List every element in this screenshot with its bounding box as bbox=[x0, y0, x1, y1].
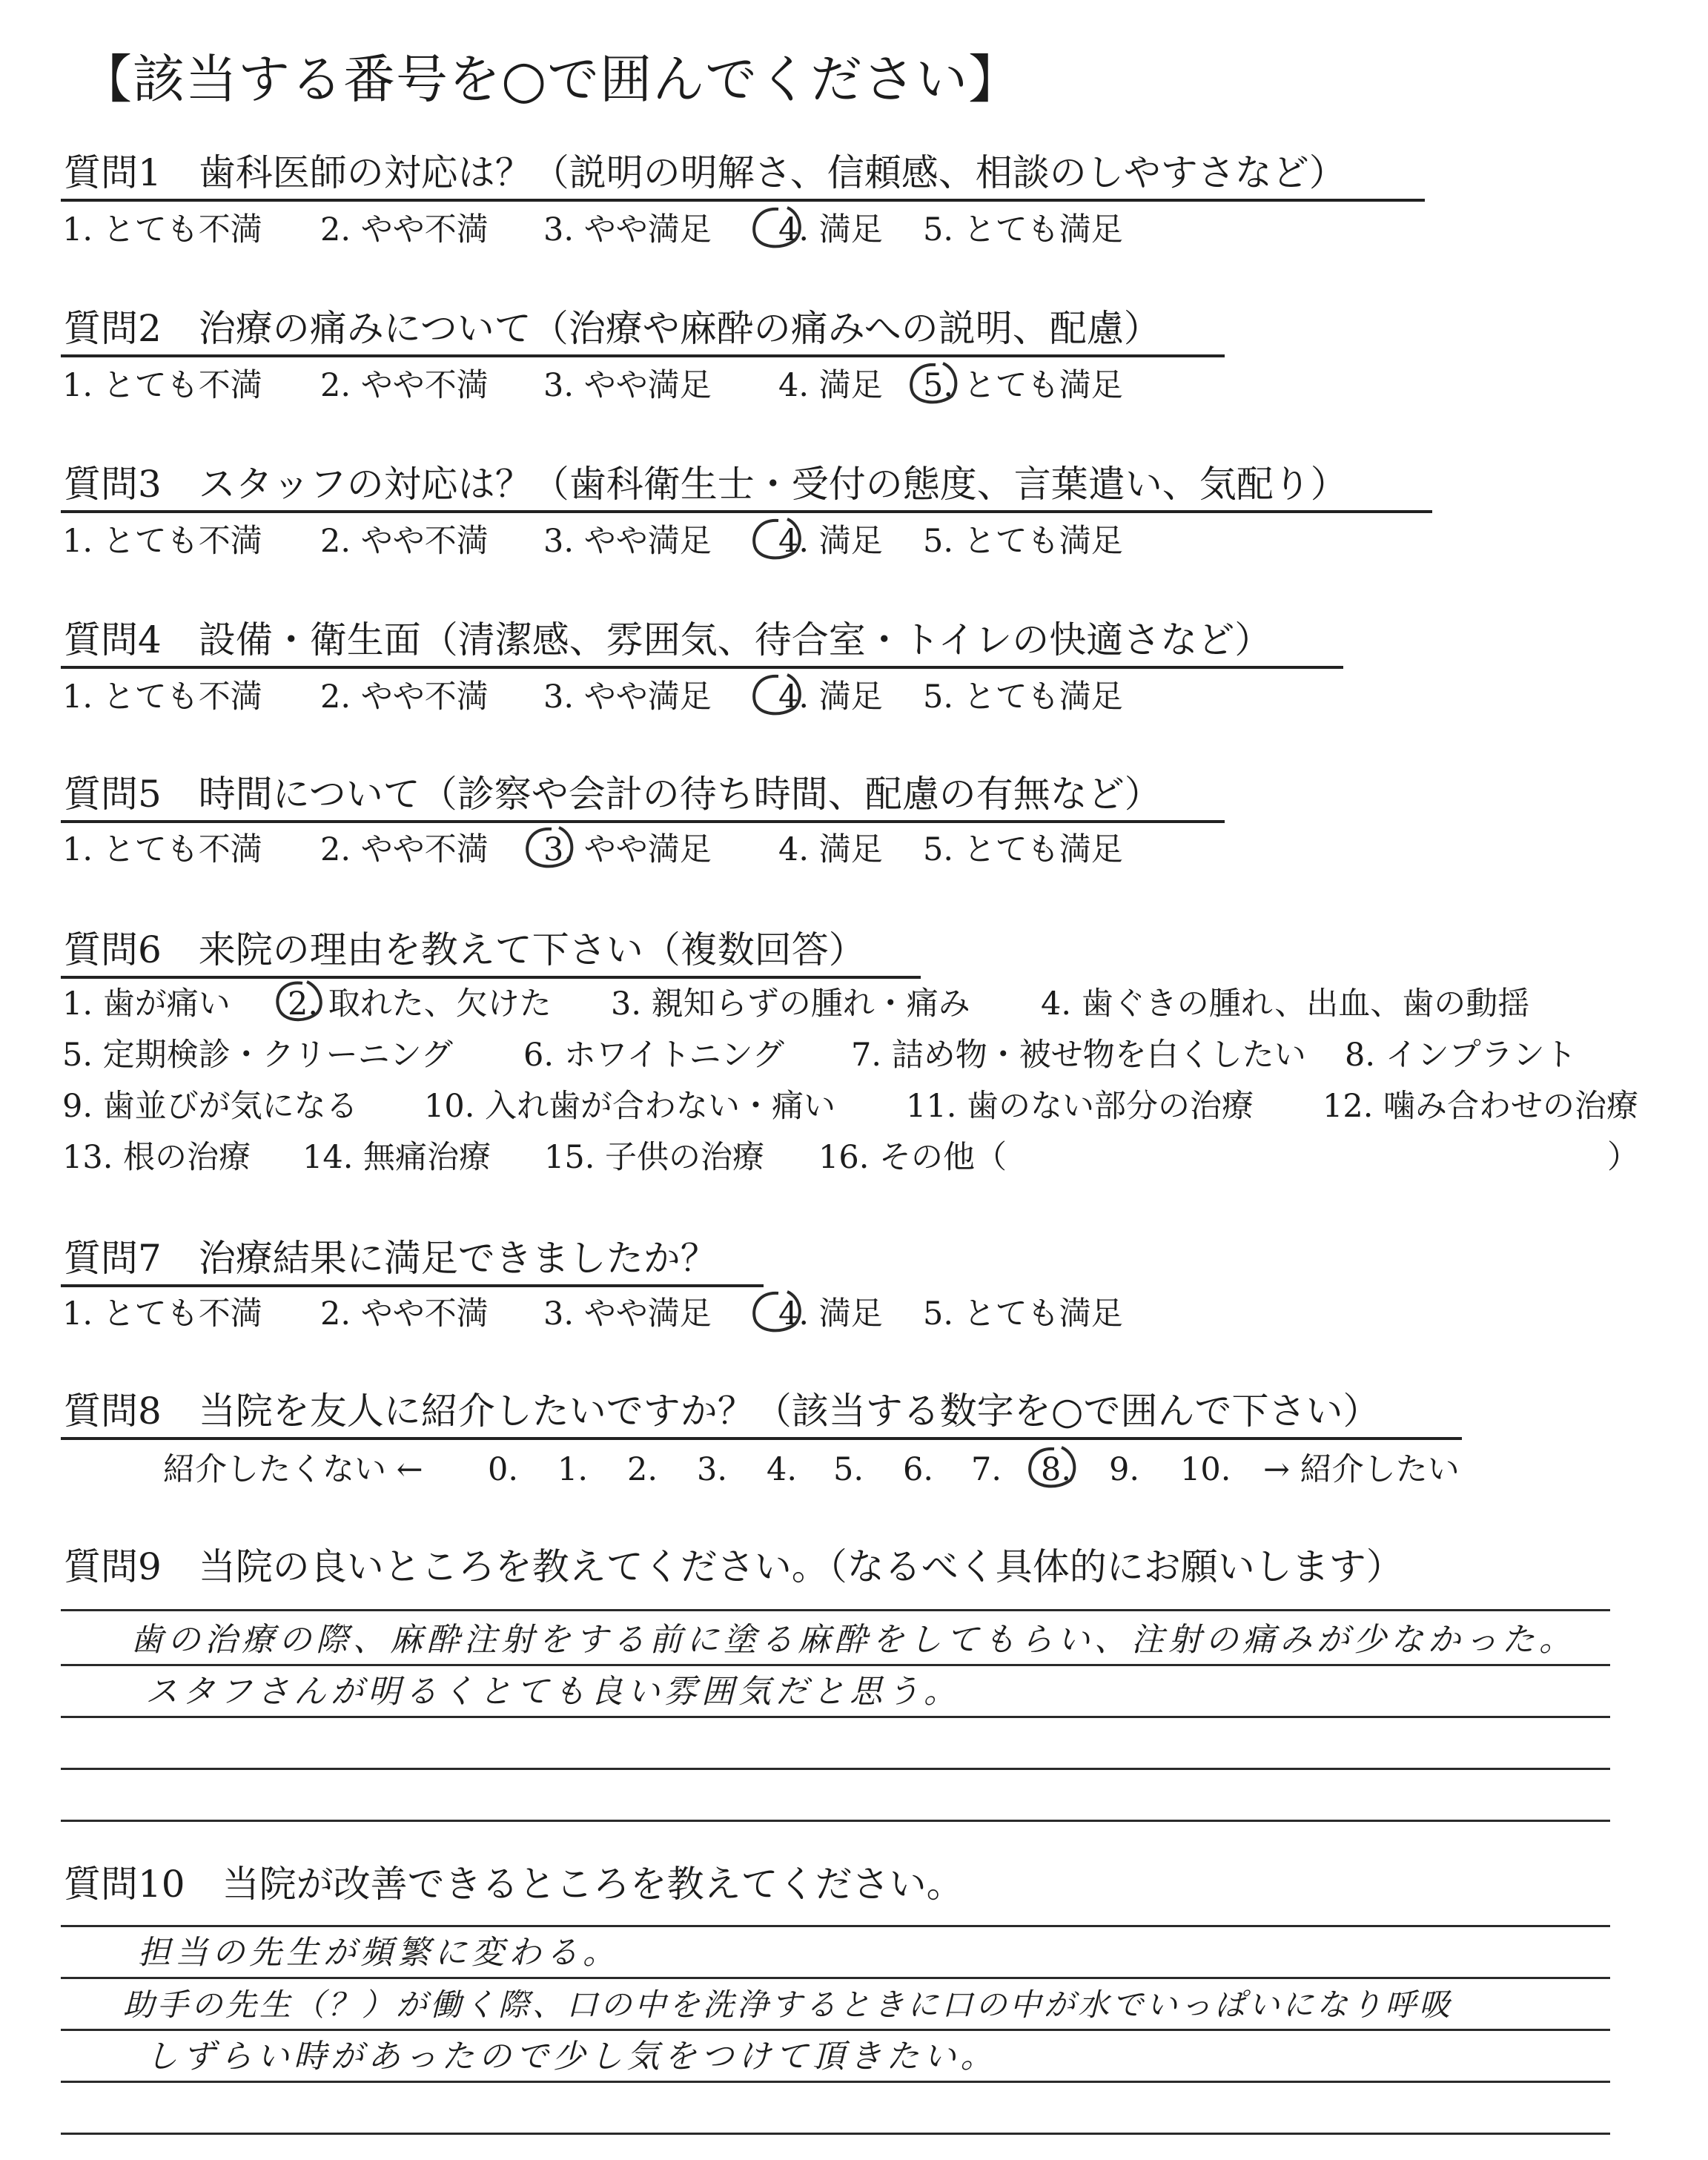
q8-option-5[interactable]: 5. bbox=[833, 1451, 864, 1488]
q8-option-0[interactable]: 0. bbox=[488, 1451, 519, 1488]
q6-option-6[interactable]: 6. ホワイトニング bbox=[523, 1037, 784, 1074]
q10-answer-rule-2 bbox=[61, 1977, 1610, 1979]
q8-option-8[interactable]: 8. bbox=[1041, 1451, 1072, 1488]
q9-answer-rule-5 bbox=[61, 1820, 1610, 1822]
q7-option-5[interactable]: 5. とても満足 bbox=[923, 1295, 1123, 1332]
q4-option-2[interactable]: 2. やや不満 bbox=[320, 678, 489, 716]
question-3-label: 質問3 スタッフの対応は？（歯科衛生士・受付の態度、言葉遣い、気配り） bbox=[64, 463, 1348, 506]
question-5-label: 質問5 時間について（診察や会計の待ち時間、配慮の有無など） bbox=[64, 773, 1162, 816]
q6-option-3[interactable]: 3. 親知らずの腫れ・痛み bbox=[611, 985, 970, 1023]
q6-option-2[interactable]: 2. 取れた、欠けた bbox=[288, 985, 552, 1023]
q1-selection-circle bbox=[749, 206, 805, 252]
q10-answer-line-3[interactable]: しずらい時があったので少し気をつけて頂きたい。 bbox=[145, 2038, 998, 2075]
q10-answer-line-2[interactable]: 助手の先生（？）が働く際、口の中を洗浄するときに口の中が水でいっぱいになり呼吸 bbox=[123, 1986, 1454, 2023]
q10-answer-rule-4 bbox=[61, 2081, 1610, 2083]
q7-option-4[interactable]: 4. 満足 bbox=[778, 1295, 883, 1332]
q4-option-4[interactable]: 4. 満足 bbox=[778, 678, 883, 716]
question-1-options bbox=[0, 209, 1708, 254]
q3-option-2[interactable]: 2. やや不満 bbox=[320, 523, 489, 560]
q8-option-10[interactable]: 10. bbox=[1180, 1451, 1231, 1488]
q9-answer-rule-2 bbox=[61, 1664, 1610, 1666]
question-7-label: 質問7 治療結果に満足できましたか？ bbox=[64, 1237, 718, 1280]
question-4-options bbox=[0, 676, 1708, 721]
question-4-label: 質問4 設備・衛生面（清潔感、雰囲気、待合室・トイレの快適さなど） bbox=[64, 618, 1272, 661]
q10-answer-rule-1 bbox=[61, 1925, 1610, 1927]
q6-option-10[interactable]: 10. 入れ歯が合わない・痛い bbox=[424, 1088, 836, 1125]
q9-answer-line-1[interactable]: 歯の治療の際、麻酔注射をする前に塗る麻酔をしてもらい、注射の痛みが少なかった。 bbox=[130, 1621, 1576, 1659]
q4-option-5[interactable]: 5. とても満足 bbox=[923, 678, 1123, 716]
question-7-underline bbox=[61, 1284, 764, 1287]
question-2-label: 質問2 治療の痛みについて（治療や麻酔の痛みへの説明、配慮） bbox=[64, 307, 1161, 350]
question-8-underline bbox=[61, 1437, 1462, 1440]
q8-option-2[interactable]: 2. bbox=[627, 1451, 658, 1488]
q8-option-1[interactable]: 1. bbox=[557, 1451, 589, 1488]
q6-selection-circle bbox=[270, 980, 326, 1026]
q6-option-11[interactable]: 11. 歯のない部分の治療 bbox=[906, 1088, 1254, 1125]
q7-selection-circle bbox=[749, 1290, 805, 1336]
q9-answer-rule-1 bbox=[61, 1609, 1610, 1611]
q7-option-1[interactable]: 1. とても不満 bbox=[62, 1295, 262, 1332]
q5-option-2[interactable]: 2. やや不満 bbox=[320, 831, 489, 868]
q9-answer-line-2[interactable]: スタフさんが明るくとても良い雰囲気だと思う。 bbox=[145, 1673, 961, 1711]
q8-option-3[interactable]: 3. bbox=[697, 1451, 728, 1488]
q5-option-1[interactable]: 1. とても不満 bbox=[62, 831, 262, 868]
question-6-underline bbox=[61, 976, 921, 979]
q6-option-16[interactable]: 16. その他（ bbox=[818, 1139, 1007, 1176]
q6-option-13[interactable]: 13. 根の治療 bbox=[62, 1139, 251, 1176]
question-6-options bbox=[0, 983, 1708, 1191]
q3-option-3[interactable]: 3. やや満足 bbox=[543, 523, 712, 560]
question-8-scale bbox=[0, 1449, 1708, 1493]
q2-option-4[interactable]: 4. 満足 bbox=[778, 367, 883, 404]
q8-high-label: → 紹介したい bbox=[1263, 1451, 1460, 1488]
q10-answer-line-1[interactable]: 担当の先生が頻繁に変わる。 bbox=[138, 1934, 620, 1972]
q4-option-1[interactable]: 1. とても不満 bbox=[62, 678, 262, 716]
q6-option-14[interactable]: 14. 無痛治療 bbox=[302, 1139, 491, 1176]
q8-option-6[interactable]: 6. bbox=[903, 1451, 934, 1488]
q6-option-12[interactable]: 12. 噛み合わせの治療 bbox=[1323, 1088, 1639, 1125]
q1-option-1[interactable]: 1. とても不満 bbox=[62, 211, 262, 248]
q6-option-5[interactable]: 5. 定期検診・クリーニング bbox=[62, 1037, 453, 1074]
q8-low-label: 紹介したくない ← bbox=[163, 1451, 423, 1488]
q6-option-8[interactable]: 8. インプラント bbox=[1345, 1037, 1577, 1074]
q7-option-3[interactable]: 3. やや満足 bbox=[543, 1295, 712, 1332]
q3-selection-circle bbox=[749, 518, 805, 564]
q1-option-4[interactable]: 4. 満足 bbox=[778, 211, 883, 248]
q5-selection-circle bbox=[520, 826, 577, 872]
question-8-label: 質問8 当院を友人に紹介したいですか？（該当する数字を○で囲んで下さい） bbox=[64, 1390, 1380, 1433]
q2-option-3[interactable]: 3. やや満足 bbox=[543, 367, 712, 404]
question-1-underline bbox=[61, 199, 1425, 202]
question-5-options bbox=[0, 829, 1708, 873]
page-title: 【該当する番号を○で囲んでください】 bbox=[80, 49, 1022, 110]
question-3-options bbox=[0, 521, 1708, 565]
question-3-underline bbox=[61, 510, 1432, 513]
q7-option-2[interactable]: 2. やや不満 bbox=[320, 1295, 489, 1332]
question-7-options bbox=[0, 1293, 1708, 1338]
question-6-label: 質問6 来院の理由を教えて下さい（複数回答） bbox=[64, 928, 866, 971]
q2-option-2[interactable]: 2. やや不満 bbox=[320, 367, 489, 404]
q10-answer-rule-3 bbox=[61, 2029, 1610, 2031]
q5-option-5[interactable]: 5. とても満足 bbox=[923, 831, 1123, 868]
question-10-label: 質問10 当院が改善できるところを教えてください。 bbox=[64, 1863, 964, 1906]
q3-option-4[interactable]: 4. 満足 bbox=[778, 523, 883, 560]
q6-option-9[interactable]: 9. 歯並びが気になる bbox=[62, 1088, 358, 1125]
question-1-label: 質問1 歯科医師の対応は？（説明の明解さ、信頼感、相談のしやすさなど） bbox=[64, 151, 1346, 194]
question-5-underline bbox=[61, 820, 1225, 823]
q1-option-5[interactable]: 5. とても満足 bbox=[923, 211, 1123, 248]
q3-option-5[interactable]: 5. とても満足 bbox=[923, 523, 1123, 560]
q8-option-4[interactable]: 4. bbox=[767, 1451, 798, 1488]
q4-option-3[interactable]: 3. やや満足 bbox=[543, 678, 712, 716]
q6-option-4[interactable]: 4. 歯ぐきの腫れ、出血、歯の動揺 bbox=[1041, 985, 1530, 1023]
q4-selection-circle bbox=[749, 673, 805, 719]
q8-selection-circle bbox=[1023, 1446, 1079, 1492]
question-2-options bbox=[0, 365, 1708, 409]
q1-option-3[interactable]: 3. やや満足 bbox=[543, 211, 712, 248]
q10-answer-rule-5 bbox=[61, 2133, 1610, 2135]
q3-option-1[interactable]: 1. とても不満 bbox=[62, 523, 262, 560]
q5-option-4[interactable]: 4. 満足 bbox=[778, 831, 883, 868]
q8-option-9[interactable]: 9. bbox=[1109, 1451, 1140, 1488]
question-2-underline bbox=[61, 354, 1225, 357]
question-4-underline bbox=[61, 666, 1343, 669]
q9-answer-rule-3 bbox=[61, 1716, 1610, 1718]
q2-option-5[interactable]: 5. とても満足 bbox=[923, 367, 1123, 404]
q2-option-1[interactable]: 1. とても不満 bbox=[62, 367, 262, 404]
question-9-label: 質問9 当院の良いところを教えてください。（なるべく具体的にお願いします） bbox=[64, 1545, 1403, 1588]
q6-option-16-close: ） bbox=[1607, 1139, 1639, 1176]
q6-option-1[interactable]: 1. 歯が痛い bbox=[62, 985, 231, 1023]
q8-option-7[interactable]: 7. bbox=[971, 1451, 1002, 1488]
q9-answer-rule-4 bbox=[61, 1768, 1610, 1770]
q2-selection-circle bbox=[904, 362, 961, 408]
q6-option-7[interactable]: 7. 詰め物・被せ物を白くしたい bbox=[851, 1037, 1306, 1074]
q5-option-3[interactable]: 3. やや満足 bbox=[543, 831, 712, 868]
q1-option-2[interactable]: 2. やや不満 bbox=[320, 211, 489, 248]
q6-option-15[interactable]: 15. 子供の治療 bbox=[544, 1139, 765, 1176]
